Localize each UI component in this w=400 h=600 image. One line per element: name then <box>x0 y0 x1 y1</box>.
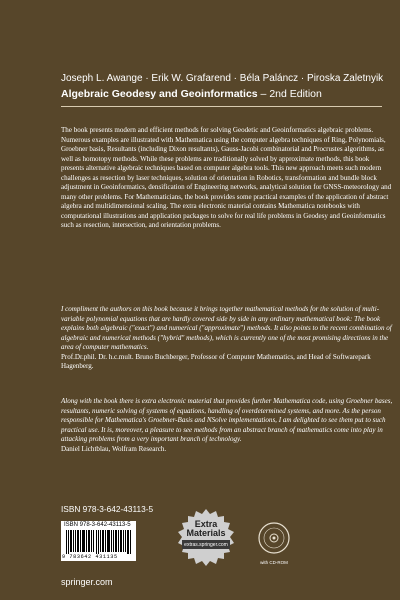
quote-attribution: Daniel Lichtblau, Wolfram Research. <box>61 444 167 453</box>
badge-materials-text: Materials <box>186 528 226 538</box>
cd-rom-label: with CD-ROM <box>260 560 288 565</box>
quote-text: Along with the book there is extra electronic material that provides further Mathematica code, using Groebner bases, resultants, numeric solving of systems of equations, handling of overdetermined systems, and more. As the person responsible for Mathematica's Groebner-Basis and NSolve implementations, I am delighted to see them put to such practical use. It is, moreover, a pleasure to see methods from an abstract branch of mathematics come into play in attacking problems from a very important branch of technology. <box>61 397 393 444</box>
badge-extra-text: Extra <box>194 519 218 529</box>
isbn-label: ISBN 978-3-642-43113-5 <box>61 504 154 514</box>
barcode-bars-icon <box>66 530 132 554</box>
extra-materials-badge <box>176 508 236 568</box>
cd-disc-icon <box>254 520 294 560</box>
isbn-barcode <box>61 521 136 561</box>
badge-url-text: extras.springer.com <box>184 542 228 548</box>
barcode-isbn-text: ISBN 978-3-642-43113-5 <box>64 522 131 528</box>
quote-attribution: Prof.Dr.phil. Dr. h.c.mult. Bruno Buchberger, Professor of Computer Mathematics, and Head of Softwarepark Hagenberg. <box>61 352 371 371</box>
title-rule-divider <box>61 106 382 107</box>
title-main: Algebraic Geodesy and Geoinformatics <box>61 88 258 100</box>
quote-text: I compliment the authors on this book because it brings together mathematical methods for the solution of multi-variable polynomial equations that are hardly covered side by side in any ordinary mathematical book: The book explains both algebraic ("exact") and numerical ("approximate") methods. It also points to the recent combination of algebraic and numerical methods ("hybrid" methods), which is currently one of the most promising directions in the area of computer mathematics. <box>61 305 392 352</box>
barcode-digits: 9 783642 431135 <box>62 554 118 560</box>
cd-rom-emblem <box>254 520 294 568</box>
edition-label: – 2nd Edition <box>257 88 322 100</box>
review-quote-buchberger <box>61 305 393 372</box>
publisher-website: springer.com <box>61 577 113 587</box>
badge-seal-icon <box>176 508 236 568</box>
review-quote-lichtblau <box>61 397 393 454</box>
book-title <box>61 88 391 100</box>
authors-line: Joseph L. Awange · Erik W. Grafarend · Béla Paláncz · Piroska Zaletnyik <box>61 73 384 84</box>
book-description: The book presents modern and efficient methods for solving Geodetic and Geoinformatics algebraic problems. Numerous examples are illustrated with Mathematica using the computer algebra techniques of Ring, Polynomials, Groebner basis, Resultants (including Dixon resultants), Gauss-Jacobi combinatorial and Procrustes algorithms, as well as homotopy methods. While these problems are traditionally solved by approximate methods, this book presents alternative algebraic techniques based on computer algebra tools. This new approach meets such modern challenges as resection by laser techniques, solution of orientation in Robotics, transformation and bundle block adjustment in Geoinformatics, densification of Engineering networks, analytical solution for GNSS-meteorology and many other problems. For Mathematicians, the book provides some practical examples of the application of abstract algebra and multidimensional scaling. The extra electronic material contains Mathematica notebooks with computational illustrations and application packages to solve for real life problems in Geodesy and Geoinformatics such as resection, intersection, and orientation problems. <box>61 126 392 230</box>
